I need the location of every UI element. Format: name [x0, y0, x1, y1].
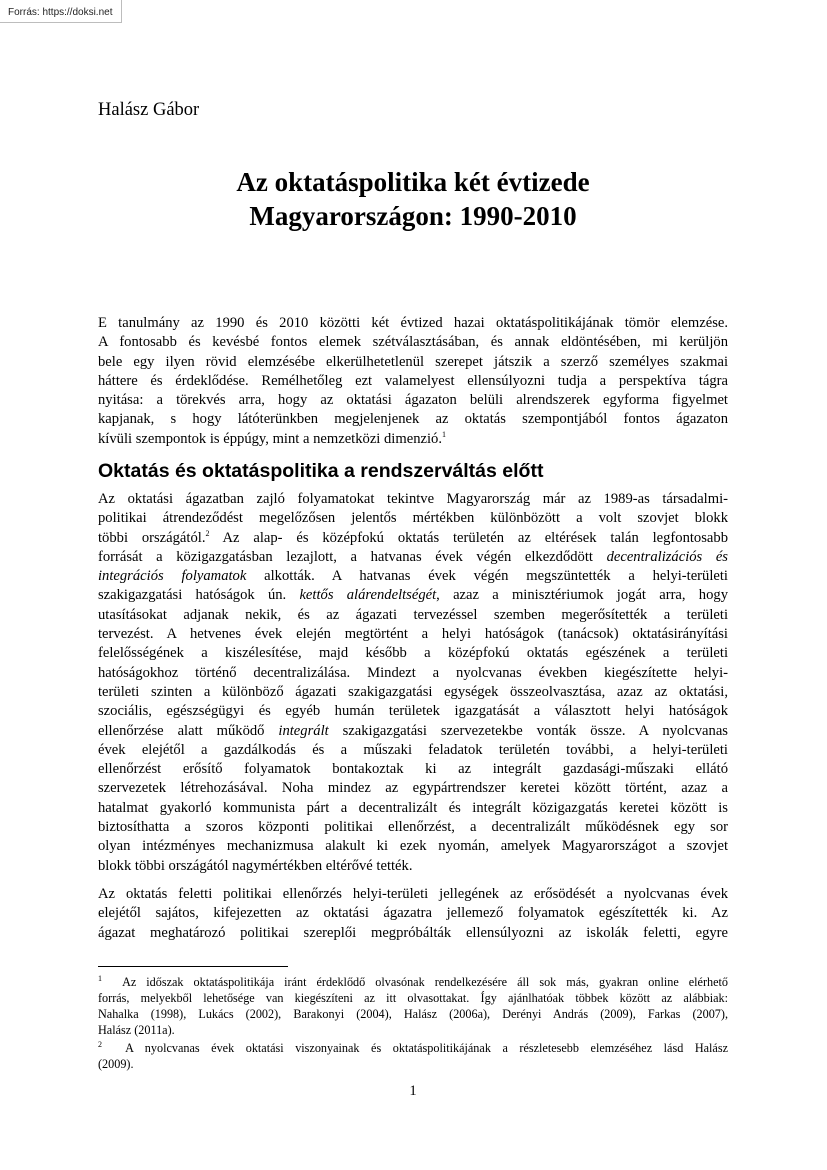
text-line: tervezést. A hetvenes évek elején megtörtént a helyi hatóságok (tanácsok) oktatásirányítási: [98, 626, 728, 643]
text-line: E tanulmány az 1990 és 2010 közötti két évtized hazai oktatáspolitikájának tömör elemzése.: [98, 315, 728, 331]
title-line-1: Az oktatáspolitika két évtizede: [236, 167, 590, 197]
text-line: utasításokat adjanak nekik, és az ágazati tervezéssel szemben megerősítették a területi: [98, 606, 728, 623]
text-line: hatóságokhoz történő decentralizálása. Mindezt a nyolcvanas években kiegészítette helyi-: [98, 664, 728, 681]
text-line: olyan intézményes mechanizmusa alakult ki ezek nyomán, amelyek Magyarországot a szovjet: [98, 838, 728, 855]
text-line: ágazat meghatározó politikai szereplői megpróbálták ellensúlyozni az iskolák feletti, egyre: [98, 924, 728, 941]
text-line: bele egy ilyen rövid elemzésébe elkerülhetetlenül szerepet játszik a szerző személyes szakmai: [98, 353, 728, 370]
body-paragraph-2: [98, 885, 728, 943]
footnote-number: 1: [98, 973, 102, 983]
italic-term: kettős alárendeltségét: [299, 587, 437, 604]
footnote-number: 2: [98, 1039, 102, 1049]
text-line: szervezetek létrehozásával. Noha mindez az egypártrendszer keretei között történt, azaz a: [98, 780, 728, 797]
text-span: forrását a közigazgatásban lezajlott, a hatvanas évek végén elkezdődött: [98, 548, 607, 565]
text-line: háttere és érdeklődése. Remélhetőleg ezt valamelyest ellensúlyozni tudja a perspektíva tágra: [98, 372, 728, 389]
abstract-paragraph: [98, 314, 728, 449]
text-line: kapjanak, s hogy látóterünkben megjelenjenek az oktatás szempontjából fontos ágazaton: [98, 411, 728, 428]
footnote-2: [98, 1040, 728, 1072]
text-span: kívüli szempontok is éppúgy, mint a nemzetközi dimenzió.: [98, 430, 442, 447]
text-span: A nyolcvanas évek oktatási viszonyainak és oktatáspolitikájának a részletesebb elemzéséhez lásd Halász: [125, 1041, 728, 1055]
italic-term: integrációs folyamatok: [98, 568, 247, 585]
text-span: többi országától.: [98, 529, 206, 546]
text-span: alkották. A hatvanas évek végén megszüntették a helyi-területi: [246, 568, 728, 585]
footnote-separator: [98, 966, 288, 967]
text-line: elejétől sajátos, kifejezetten az oktatási ágazatra jellemező folyamatok egészítették ki. Az: [98, 905, 728, 922]
text-line: [98, 567, 728, 586]
text-line: Az oktatás feletti politikai ellenőrzés helyi-területi jellegének az erősödését a nyolcvanas évek: [98, 886, 728, 902]
text-line: [98, 548, 728, 567]
italic-term: integrált: [278, 722, 329, 739]
text-line: (2009).: [98, 1057, 134, 1071]
text-line: ellenőrzést erősítő folyamatok bontakoztak ki az integrált gazdasági-műszaki ellátó: [98, 761, 728, 778]
text-span: Az időszak oktatáspolitikája iránt érdeklődő olvasónak rendelkezésére áll sok más, gyakran online elérhető: [122, 975, 729, 989]
text-line: [98, 430, 728, 449]
document-title: [98, 165, 728, 233]
text-line: [98, 529, 728, 548]
italic-term: decentralizációs és: [606, 548, 728, 565]
section-heading: Oktatás és oktatáspolitika a rendszerváltás előtt: [98, 460, 544, 482]
footnote-ref-2[interactable]: 2: [205, 528, 210, 538]
text-line: Az oktatási ágazatban zajló folyamatokat tekintve Magyarország már az 1989-as társadalmi-: [98, 491, 728, 507]
text-span: ellenőrzése alatt működő: [98, 722, 279, 739]
text-span: szakigazgatási szervezetekbe vonták össze. A nyolcvanas: [328, 722, 728, 739]
text-line: felelősségének a kiszélesítése, majd később a középfokú oktatás egészének a területi: [98, 645, 728, 662]
text-span: Az alap- és középfokú oktatás területén az eltérések talán legfontosabb: [209, 529, 728, 546]
text-line: [98, 722, 728, 741]
text-line: szociális, egészségügyi és egyéb humán területek igazgatását a választott helyi hatóságok: [98, 703, 728, 720]
body-paragraph-1: [98, 490, 728, 876]
text-line: biztosíthatta a szoros központi politikai ellenőrzést, a decentralizált működésnek egy sor: [98, 819, 728, 836]
text-line: forrás, melyekből lehetősége van kiegészíteni az itt olvasottakat. Így ajánlhatóak többek között az alábbiak:: [98, 991, 728, 1005]
text-span: szakigazgatási hatóságok ún.: [98, 587, 300, 604]
text-line: A fontosabb és kevésbé fontos elemek szétválasztásában, és annak eldöntésében, mi kerüljön: [98, 334, 728, 351]
text-line: hatalmat gyakorló kommunista párt a decentralizált és integrált közigazgatás keretei között is: [98, 799, 728, 816]
text-line: évek elejétől a gazdálkodás és a műszaki feladatok területén további, a helyi-területi: [98, 741, 728, 758]
footnote-ref-1[interactable]: 1: [441, 429, 446, 439]
text-line: Nahalka (1998), Lukács (2002), Barakonyi (2004), Halász (2006a), Derényi András (2009), Farkas (2007),: [98, 1007, 728, 1021]
page-number: 1: [409, 1083, 417, 1099]
text-line: Halász (2011a).: [98, 1023, 175, 1037]
title-line-2: Magyarországon: 1990-2010: [249, 201, 577, 231]
author-name: Halász Gábor: [98, 100, 200, 120]
source-label: Forrás: https://doksi.net: [0, 0, 122, 23]
text-span: , azaz a minisztériumok jogát arra, hogy: [436, 587, 728, 604]
text-line: [98, 586, 728, 605]
text-line: [98, 974, 728, 990]
text-line: blokk többi országától nagymértékben eltérővé tették.: [98, 857, 413, 874]
text-line: területi szinten a különböző ágazati szakigazgatási egységek összeolvasztása, azaz az oktatási,: [98, 683, 728, 700]
footnote-1: [98, 974, 728, 1038]
text-line: [98, 1040, 728, 1056]
text-line: politikai átrendeződést megelőzősen jelentős mértékben különbözött a volt szovjet blokk: [98, 510, 728, 527]
text-line: nyitása: a törekvés arra, hogy az oktatási ágazaton belüli alrendszerek egyforma figyelmet: [98, 392, 728, 409]
